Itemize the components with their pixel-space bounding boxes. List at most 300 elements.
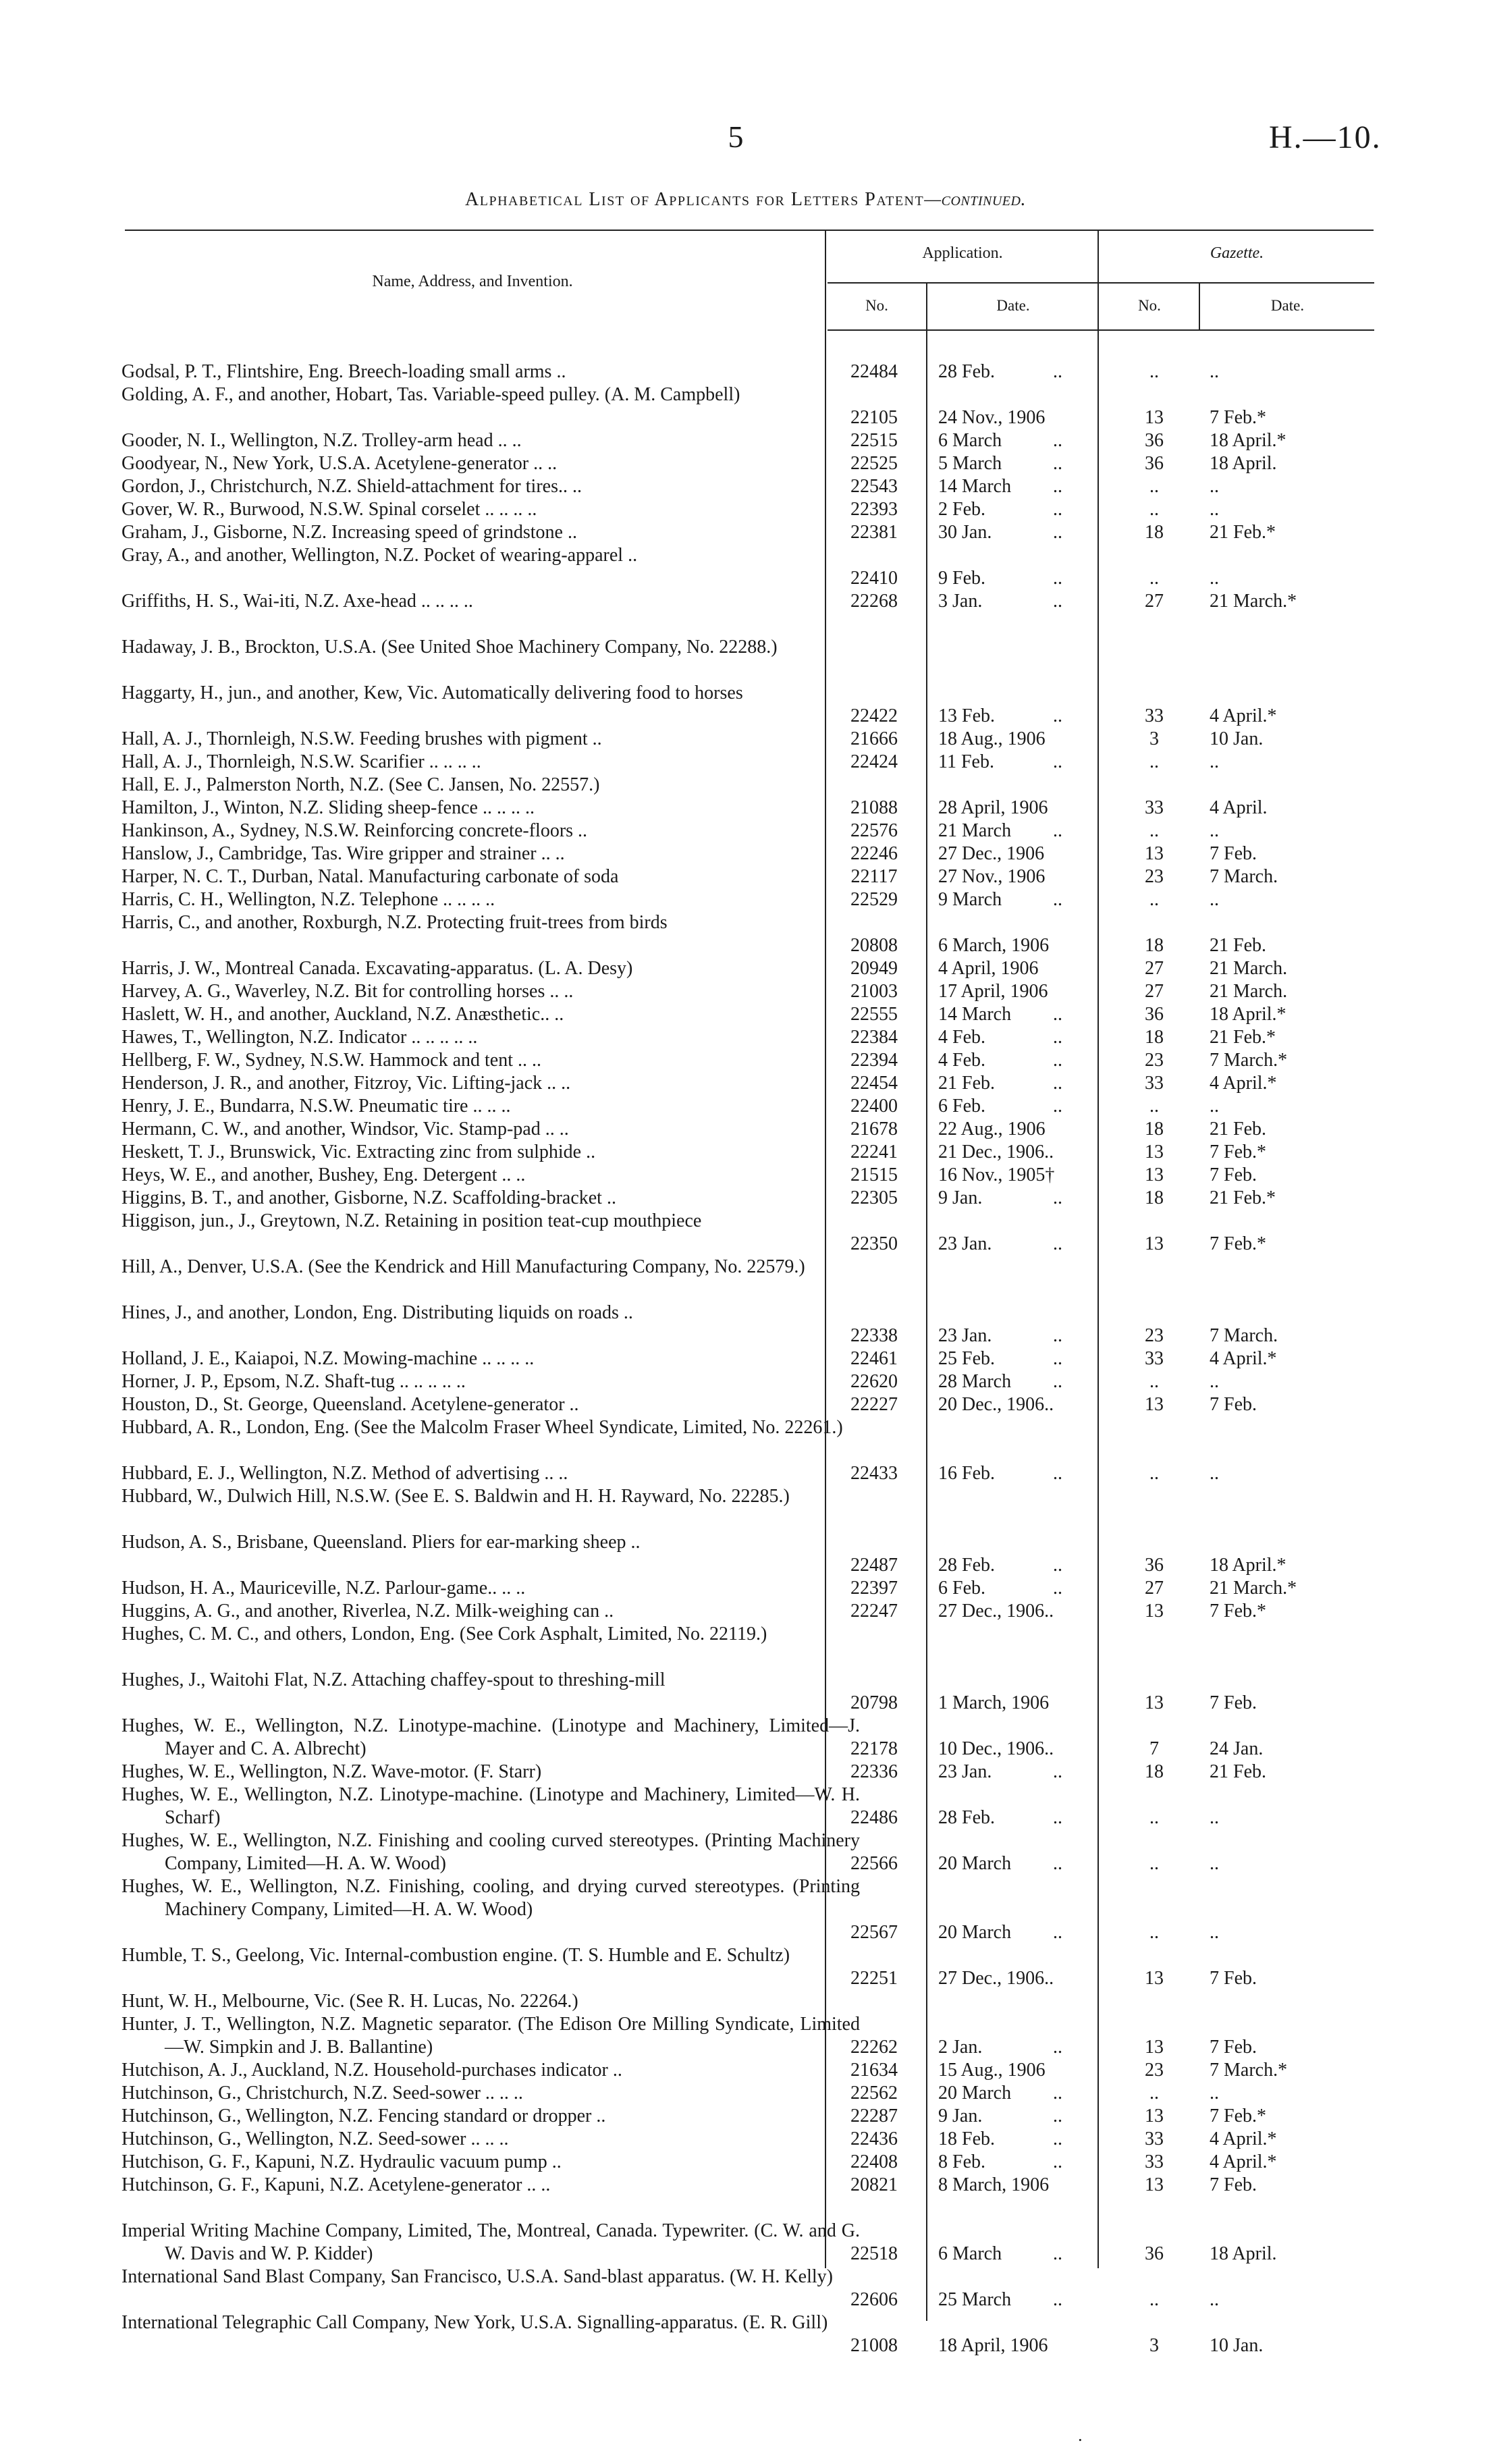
gazette-number: 27 [1145, 1578, 1164, 1599]
gazette-number: .. [1149, 361, 1159, 382]
gazette-number: 3 [1149, 2335, 1159, 2356]
application-number: 22433 [850, 1463, 898, 1484]
applicant-entry: Harris, J. W., Montreal Canada. Excavating-apparatus. (L. A. Desy) [121, 958, 633, 979]
application-date: 4 Feb. [938, 1050, 985, 1071]
application-date: 28 Feb. [938, 361, 995, 382]
applicant-entry: Hughes, W. E., Wellington, N.Z. Wave-motor. (F. Starr) [121, 1761, 542, 1782]
gazette-date: .. [1210, 820, 1219, 841]
application-date-leader: .. [1053, 705, 1062, 726]
gazette-date: 7 Feb.* [1210, 1142, 1266, 1162]
table-row [0, 360, 1491, 383]
gazette-number: 33 [1145, 1073, 1164, 1094]
application-date: 14 March [938, 476, 1012, 497]
gazette-number: 13 [1145, 1394, 1164, 1415]
gazette-number: .. [1149, 1922, 1159, 1943]
application-date: 13 Feb. [938, 705, 995, 726]
gazette-date: .. [1210, 361, 1219, 382]
application-number: 22515 [850, 430, 898, 451]
table-row [0, 774, 1491, 797]
application-date: 20 March [938, 2083, 1012, 2104]
table-row [0, 475, 1491, 498]
gazette-number: .. [1149, 1096, 1159, 1117]
applicant-entry: Hines, J., and another, London, Eng. Distributing liquids on roads .. [121, 1302, 633, 1323]
applicant-entry: Horner, J. P., Epsom, N.Z. Shaft-tug .. .. .. .. .. [121, 1371, 466, 1392]
gazette-number: 13 [1145, 843, 1164, 864]
table-row [0, 498, 1491, 521]
gazette-date: 7 March. [1210, 1325, 1278, 1346]
table-row [0, 636, 1491, 682]
application-number: 22350 [850, 1233, 898, 1254]
applicant-entry: Humble, T. S., Geelong, Vic. Internal-combustion engine. (T. S. Humble and E. Schultz) [121, 1945, 790, 1966]
gazette-date: 10 Jan. [1210, 2335, 1264, 2356]
applicant-entry: Huggins, A. G., and another, Riverlea, N.Z. Milk-weighing can .. [121, 1601, 614, 1622]
applicant-entry: Hutchinson, G., Christchurch, N.Z. Seed-sower .. .. .. [121, 2083, 523, 2104]
gazette-number: 36 [1145, 430, 1164, 451]
gazette-date: 10 Jan. [1210, 728, 1264, 749]
gazette-header: Gazette. [1210, 244, 1264, 262]
application-date-leader: .. [1053, 1555, 1062, 1576]
table-row [0, 1256, 1491, 1302]
table-row [0, 888, 1491, 911]
gazette-date: 7 Feb. [1210, 1968, 1257, 1989]
gazette-number: .. [1149, 1807, 1159, 1828]
application-date: 6 March, 1906 [938, 935, 1050, 956]
application-date: 4 April, 1906 [938, 958, 1039, 979]
application-date-leader: .. [1053, 2083, 1062, 2104]
gazette-number: 18 [1145, 522, 1164, 543]
application-date: 1 March, 1906 [938, 1692, 1050, 1713]
application-number: 22566 [850, 1853, 898, 1874]
gazette-number: 13 [1145, 407, 1164, 428]
table-row [0, 1095, 1491, 1118]
applicant-entry: Hutchinson, G., Wellington, N.Z. Fencing standard or dropper .. [121, 2106, 606, 2126]
column-divider-gz-date [1199, 282, 1200, 329]
application-date-leader: .. [1053, 1027, 1062, 1048]
gazette-date: 21 March. [1210, 958, 1288, 979]
gazette-number: .. [1149, 2083, 1159, 2104]
gazette-number: 13 [1145, 1601, 1164, 1622]
application-date: 21 March [938, 820, 1012, 841]
application-date-leader: .. [1053, 2106, 1062, 2126]
application-number: 22436 [850, 2128, 898, 2149]
gazette-number: 33 [1145, 2151, 1164, 2172]
table-row [0, 429, 1491, 452]
application-date-leader: .. [1053, 1050, 1062, 1071]
table-row [0, 2082, 1491, 2105]
gazette-number: .. [1149, 820, 1159, 841]
table-row [0, 1669, 1491, 1715]
gazette-number: 27 [1145, 591, 1164, 612]
application-number: 22336 [850, 1761, 898, 1782]
application-date: 9 March [938, 889, 1002, 910]
table-row [0, 2013, 1491, 2059]
gazette-date: .. [1210, 1371, 1219, 1392]
gazette-date: 7 Feb.* [1210, 1233, 1266, 1254]
gazette-date: .. [1210, 568, 1219, 589]
application-date: 10 Dec., 1906.. [938, 1738, 1054, 1759]
gazette-date: .. [1210, 1463, 1219, 1484]
application-date: 9 Feb. [938, 568, 985, 589]
table-row [0, 1210, 1491, 1256]
applicant-entry: Higgins, B. T., and another, Gisborne, N.Z. Scaffolding-bracket .. [121, 1187, 616, 1208]
gazette-number: 27 [1145, 958, 1164, 979]
application-number: 22620 [850, 1371, 898, 1392]
applicant-entry: Hughes, W. E., Wellington, N.Z. Finishing, cooling, and drying curved stereotypes. (Printing Machinery Company, Limited—H. A. W. Wood) [121, 1876, 860, 1920]
applicant-entry: Hawes, T., Wellington, N.Z. Indicator .. .. .. .. .. [121, 1027, 478, 1048]
applicant-entry: Henderson, J. R., and another, Fitzroy, Vic. Lifting-jack .. .. [121, 1073, 571, 1094]
table-row [0, 521, 1491, 544]
gazette-date: 21 Feb. [1210, 935, 1266, 956]
applicant-entry: Hamilton, J., Winton, N.Z. Sliding sheep-fence .. .. .. .. [121, 797, 535, 818]
gazette-number: 23 [1145, 1050, 1164, 1071]
application-number: 22305 [850, 1187, 898, 1208]
application-date: 27 Nov., 1906 [938, 866, 1046, 887]
application-date-leader: .. [1053, 751, 1062, 772]
applicant-entry: Graham, J., Gisborne, N.Z. Increasing speed of grindstone .. [121, 522, 577, 543]
gazette-date: 18 April.* [1210, 1555, 1286, 1576]
gazette-date: 21 Feb. [1210, 1119, 1266, 1140]
gazette-date: 4 April.* [1210, 1348, 1277, 1369]
gazette-date: .. [1210, 476, 1219, 497]
gazette-number: 13 [1145, 1142, 1164, 1162]
gazette-date: 7 March.* [1210, 2060, 1288, 2081]
application-date: 20 March [938, 1922, 1012, 1943]
applicant-entry: Heskett, T. J., Brunswick, Vic. Extracting zinc from sulphide .. [121, 1142, 596, 1162]
application-date-leader: .. [1053, 1004, 1062, 1025]
gazette-date: 21 March.* [1210, 1578, 1297, 1599]
gazette-date: 7 Feb. [1210, 1692, 1257, 1713]
application-number: 22422 [850, 705, 898, 726]
application-date: 2 Feb. [938, 499, 985, 520]
application-date: 15 Aug., 1906 [938, 2060, 1046, 2081]
application-number: 22381 [850, 522, 898, 543]
gazette-number: .. [1149, 1371, 1159, 1392]
application-number: 22525 [850, 453, 898, 474]
application-date-leader: .. [1053, 2289, 1062, 2310]
application-date-leader: .. [1053, 430, 1062, 451]
application-date: 4 Feb. [938, 1027, 985, 1048]
application-number: 21678 [850, 1119, 898, 1140]
application-number: 22384 [850, 1027, 898, 1048]
application-date: 21 Feb. [938, 1073, 995, 1094]
application-date: 18 April, 1906 [938, 2335, 1048, 2356]
application-number: 22606 [850, 2289, 898, 2310]
applicant-entry: Hughes, C. M. C., and others, London, Eng. (See Cork Asphalt, Limited, No. 22119.) [121, 1624, 767, 1644]
gazette-number: 18 [1145, 1761, 1164, 1782]
application-date-leader: .. [1053, 820, 1062, 841]
application-date: 20 March [938, 1853, 1012, 1874]
applicant-entry: Hall, E. J., Palmerston North, N.Z. (See C. Jansen, No. 22557.) [121, 774, 600, 795]
gazette-number: 13 [1145, 2106, 1164, 2126]
application-number: 22408 [850, 2151, 898, 2172]
table-row [0, 1715, 1491, 1761]
gazette-date: .. [1210, 889, 1219, 910]
application-date: 9 Jan. [938, 1187, 983, 1208]
table-row [0, 2128, 1491, 2151]
applicant-entry: International Telegraphic Call Company, New York, U.S.A. Signalling-apparatus. (E. R. Gill) [121, 2312, 828, 2333]
application-date: 6 Feb. [938, 1578, 985, 1599]
applicant-entry: Hubbard, E. J., Wellington, N.Z. Method of advertising .. .. [121, 1463, 568, 1484]
application-number: 22262 [850, 2037, 898, 2058]
table-row [0, 1990, 1491, 2013]
application-date-leader: .. [1053, 1371, 1062, 1392]
application-number: 22454 [850, 1073, 898, 1094]
application-date-leader: .. [1053, 1348, 1062, 1369]
list-title-suffix: —continued. [924, 189, 1026, 210]
application-number: 22287 [850, 2106, 898, 2126]
applicant-entry: Hubbard, W., Dulwich Hill, N.S.W. (See E. S. Baldwin and H. H. Rayward, No. 22285.) [121, 1486, 790, 1507]
applicant-entry: Harris, C., and another, Roxburgh, N.Z. Protecting fruit-trees from birds [121, 912, 668, 933]
application-date: 22 Aug., 1906 [938, 1119, 1046, 1140]
table-row [0, 1761, 1491, 1784]
applicant-entry: Hankinson, A., Sydney, N.S.W. Reinforcing concrete-floors .. [121, 820, 588, 841]
gazette-number: 18 [1145, 1187, 1164, 1208]
gazette-number: 27 [1145, 981, 1164, 1002]
application-number: 22518 [850, 2243, 898, 2264]
gazette-number: .. [1149, 1853, 1159, 1874]
application-date: 8 March, 1906 [938, 2174, 1050, 2195]
applicant-entry: Hughes, J., Waitohi Flat, N.Z. Attaching chaffey-spout to threshing-mill [121, 1669, 666, 1690]
application-date-leader: .. [1053, 568, 1062, 589]
table-row [0, 544, 1491, 590]
application-number: 22424 [850, 751, 898, 772]
application-date: 25 March [938, 2289, 1012, 2310]
table-row [0, 383, 1491, 429]
application-date: 2 Jan. [938, 2037, 983, 2058]
application-number: 22117 [850, 866, 898, 887]
table-row [0, 1393, 1491, 1416]
gazette-date: 18 April. [1210, 453, 1277, 474]
table-row [0, 1462, 1491, 1485]
table-row [0, 2174, 1491, 2197]
applicant-entry: Henry, J. E., Bundarra, N.S.W. Pneumatic tire .. .. .. [121, 1096, 511, 1117]
gazette-date: .. [1210, 2289, 1219, 2310]
application-date: 18 Aug., 1906 [938, 728, 1046, 749]
gazette-no-header: No. [1138, 297, 1161, 314]
application-number: 22410 [850, 568, 898, 589]
application-date-leader: .. [1053, 1578, 1062, 1599]
applicant-entry: Houston, D., St. George, Queensland. Acetylene-generator .. [121, 1394, 579, 1415]
gazette-number: 13 [1145, 1233, 1164, 1254]
applicant-entry: Gooder, N. I., Wellington, N.Z. Trolley-arm head .. .. [121, 430, 522, 451]
application-date-leader: .. [1053, 2151, 1062, 2172]
application-date-leader: .. [1053, 361, 1062, 382]
application-date: 27 Dec., 1906.. [938, 1601, 1054, 1622]
applicant-entry: Harris, C. H., Wellington, N.Z. Telephone .. .. .. .. [121, 889, 495, 910]
application-date: 24 Nov., 1906 [938, 407, 1046, 428]
application-number: 22393 [850, 499, 898, 520]
application-date-leader: .. [1053, 453, 1062, 474]
gazette-number: 13 [1145, 2037, 1164, 2058]
gazette-date: .. [1210, 1922, 1219, 1943]
applicant-entry: Hadaway, J. B., Brockton, U.S.A. (See United Shoe Machinery Company, No. 22288.) [121, 637, 778, 658]
gazette-number: 36 [1145, 1004, 1164, 1025]
applicant-entry: Hermann, C. W., and another, Windsor, Vic. Stamp-pad .. .. [121, 1119, 569, 1140]
table-row [0, 1072, 1491, 1095]
gazette-date: 21 Feb.* [1210, 1187, 1276, 1208]
application-number: 22400 [850, 1096, 898, 1117]
application-date-leader: .. [1053, 1463, 1062, 1484]
gazette-number: 18 [1145, 935, 1164, 956]
application-date: 23 Jan. [938, 1233, 992, 1254]
applicant-entry: Hunt, W. H., Melbourne, Vic. (See R. H. Lucas, No. 22264.) [121, 1991, 578, 2012]
gazette-date: 4 April.* [1210, 2151, 1277, 2172]
table-row [0, 1784, 1491, 1829]
table-row [0, 590, 1491, 613]
gazette-date: 18 April.* [1210, 1004, 1286, 1025]
applicant-entry: Hutchinson, G. F., Kapuni, N.Z. Acetylene-generator .. .. [121, 2174, 551, 2195]
application-date: 23 Jan. [938, 1761, 992, 1782]
applicant-entry: Hunter, J. T., Wellington, N.Z. Magnetic separator. (The Edison Ore Milling Syndicate, Limited—W. Simpkin and J. B. Ballantine) [121, 2014, 860, 2058]
applicant-entry: Haslett, W. H., and another, Auckland, N.Z. Anæsthetic.. .. [121, 1004, 564, 1025]
gazette-number: .. [1149, 2289, 1159, 2310]
gazette-date: 7 Feb. [1210, 843, 1257, 864]
gazette-date: 21 March. [1210, 981, 1288, 1002]
name-column-header: Name, Address, and Invention. [372, 273, 573, 290]
application-date: 21 Dec., 1906.. [938, 1142, 1054, 1162]
applicant-entry: International Sand Blast Company, San Francisco, U.S.A. Sand-blast apparatus. (W. H. Kelly) [121, 2266, 833, 2287]
page-number: 5 [728, 119, 744, 154]
gazette-date: 7 Feb.* [1210, 1601, 1266, 1622]
gazette-date: 18 April.* [1210, 430, 1286, 451]
table-row [0, 751, 1491, 774]
applicant-entry: Hellberg, F. W., Sydney, N.S.W. Hammock and tent .. .. [121, 1050, 542, 1071]
applicant-entry: Hudson, H. A., Mauriceville, N.Z. Parlour-game.. .. .. [121, 1578, 526, 1599]
table-row [0, 842, 1491, 865]
applicant-entry: Harvey, A. G., Waverley, N.Z. Bit for controlling horses .. .. [121, 981, 574, 1002]
table-row [0, 2311, 1491, 2357]
application-date-leader: .. [1053, 1233, 1062, 1254]
table-row [0, 2059, 1491, 2082]
application-date-leader: .. [1053, 1807, 1062, 1828]
gazette-number: 33 [1145, 1348, 1164, 1369]
application-date: 20 Dec., 1906.. [938, 1394, 1054, 1415]
table-row [0, 1577, 1491, 1600]
table-row [0, 1829, 1491, 1875]
table-row [0, 1302, 1491, 1347]
footer-mark: · [1077, 2430, 1083, 2450]
application-number: 21634 [850, 2060, 898, 2081]
application-date: 6 March [938, 2243, 1002, 2264]
gazette-number: 23 [1145, 866, 1164, 887]
gazette-date-header: Date. [1270, 297, 1305, 314]
gazette-date: .. [1210, 2083, 1219, 2104]
application-header: Application. [922, 244, 1003, 262]
application-number: 20821 [850, 2174, 898, 2195]
application-number: 22227 [850, 1394, 898, 1415]
application-number: 22576 [850, 820, 898, 841]
applicant-entry: Hill, A., Denver, U.S.A. (See the Kendrick and Hill Manufacturing Company, No. 22579.) [121, 1256, 805, 1277]
application-date: 17 April, 1906 [938, 981, 1048, 1002]
gazette-number: 33 [1145, 705, 1164, 726]
gazette-number: 7 [1149, 1738, 1159, 1759]
application-date-leader: .. [1053, 1325, 1062, 1346]
gazette-date: .. [1210, 1096, 1219, 1117]
table-row [0, 2151, 1491, 2174]
table-row [0, 1187, 1491, 1210]
application-number: 20949 [850, 958, 898, 979]
gazette-date: .. [1210, 499, 1219, 520]
gazette-date: 7 Feb. [1210, 2174, 1257, 2195]
table-row [0, 1416, 1491, 1462]
application-number: 22555 [850, 1004, 898, 1025]
gazette-number: 13 [1145, 1164, 1164, 1185]
application-date-leader: .. [1053, 476, 1062, 497]
applicant-entry: Hall, A. J., Thornleigh, N.S.W. Scarifier .. .. .. .. [121, 751, 481, 772]
application-date: 9 Jan. [938, 2106, 983, 2126]
gazette-date: 4 April.* [1210, 2128, 1277, 2149]
application-number: 22268 [850, 591, 898, 612]
gazette-number: 33 [1145, 2128, 1164, 2149]
applicant-entry: Hubbard, A. R., London, Eng. (See the Malcolm Fraser Wheel Syndicate, Limited, No. 22261.) [121, 1417, 843, 1438]
gazette-date: 4 April.* [1210, 1073, 1277, 1094]
application-number: 22251 [850, 1968, 898, 1989]
gazette-number: 36 [1145, 453, 1164, 474]
application-date-leader: .. [1053, 2128, 1062, 2149]
application-number: 22562 [850, 2083, 898, 2104]
application-number: 22487 [850, 1555, 898, 1576]
table-row [0, 1164, 1491, 1187]
table-row [0, 1485, 1491, 1531]
application-date: 23 Jan. [938, 1325, 992, 1346]
application-date: 27 Dec., 1906.. [938, 1968, 1054, 1989]
application-number: 22246 [850, 843, 898, 864]
header-bottom-rule [828, 329, 1374, 331]
table-row [0, 957, 1491, 980]
application-date-leader: .. [1053, 522, 1062, 543]
table-row [0, 2105, 1491, 2128]
gazette-date: 4 April. [1210, 797, 1268, 818]
application-date: 25 Feb. [938, 1348, 995, 1369]
application-date-leader: .. [1053, 889, 1062, 910]
gazette-number: 13 [1145, 1968, 1164, 1989]
table-row [0, 452, 1491, 475]
applicant-entry: Haggarty, H., jun., and another, Kew, Vic. Automatically delivering food to horses [121, 682, 743, 703]
applicant-entry: Golding, A. F., and another, Hobart, Tas. Variable-speed pulley. (A. M. Campbell) [121, 384, 740, 405]
application-date-leader: .. [1053, 1073, 1062, 1094]
applicant-entry: Hanslow, J., Cambridge, Tas. Wire gripper and strainer .. .. [121, 843, 565, 864]
application-number: 22178 [850, 1738, 898, 1759]
gazette-date: 21 March.* [1210, 591, 1297, 612]
application-number: 22484 [850, 361, 898, 382]
gazette-number: 13 [1145, 1692, 1164, 1713]
gazette-date: 7 Feb. [1210, 2037, 1257, 2058]
application-number: 22529 [850, 889, 898, 910]
applicant-entry: Hughes, W. E., Wellington, N.Z. Linotype-machine. (Linotype and Machinery, Limited—W. H. Scharf) [121, 1784, 860, 1828]
header-top-rule [125, 230, 1374, 231]
applicant-entry: Heys, W. E., and another, Bushey, Eng. Detergent .. .. [121, 1164, 526, 1185]
applicant-entry: Gordon, J., Christchurch, N.Z. Shield-attachment for tires.. .. [121, 476, 582, 497]
applicant-entry: Godsal, P. T., Flintshire, Eng. Breech-loading small arms .. [121, 361, 566, 382]
gazette-number: 33 [1145, 797, 1164, 818]
application-number: 20798 [850, 1692, 898, 1713]
application-date: 11 Feb. [938, 751, 994, 772]
gazette-date: 24 Jan. [1210, 1738, 1264, 1759]
table-row [0, 1623, 1491, 1669]
application-number: 22486 [850, 1807, 898, 1828]
table-row [0, 1003, 1491, 1026]
application-date-leader: .. [1053, 1922, 1062, 1943]
gazette-date: .. [1210, 1853, 1219, 1874]
application-number: 21515 [850, 1164, 898, 1185]
application-number: 22397 [850, 1578, 898, 1599]
application-date-leader: .. [1053, 1853, 1062, 1874]
application-date: 5 March [938, 453, 1002, 474]
application-number: 20808 [850, 935, 898, 956]
application-date: 16 Nov., 1905† [938, 1164, 1055, 1185]
gazette-number: 36 [1145, 2243, 1164, 2264]
header-mid-rule [828, 282, 1374, 284]
